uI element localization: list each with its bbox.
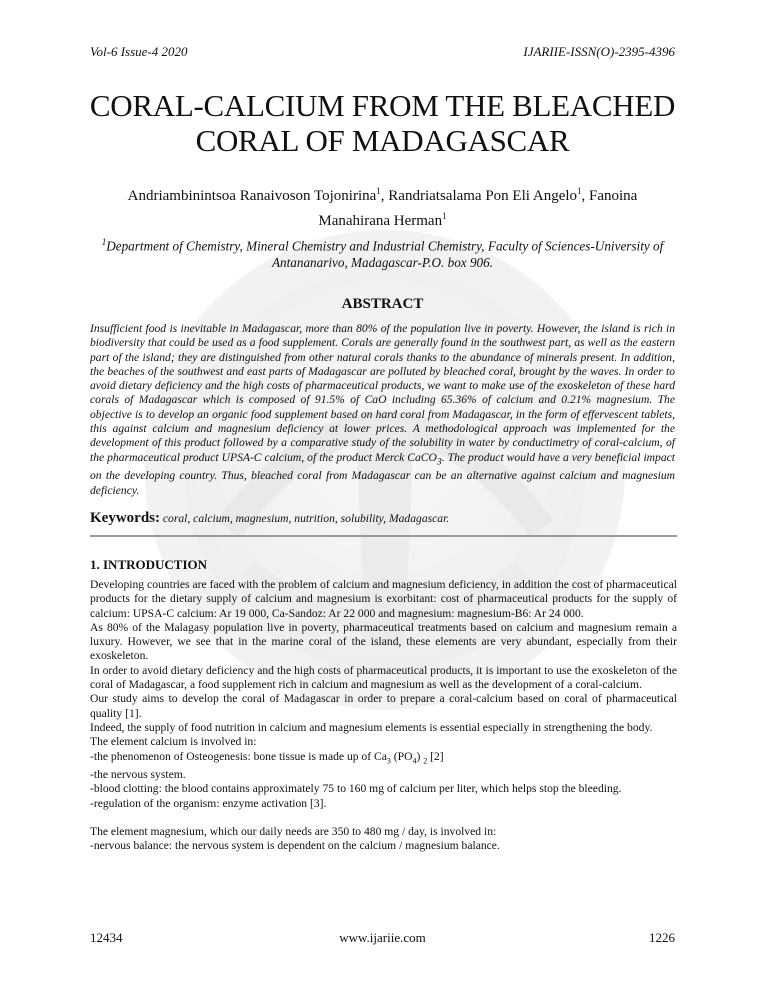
formula-subscript-3: 3 — [386, 755, 391, 765]
keywords-label: Keywords: — [90, 510, 160, 526]
author-2: , Randriatsalama Pon Eli Angelo — [380, 188, 578, 204]
author-3-affiliation-mark: 1 — [442, 211, 447, 221]
intro-paragraph-6: The element calcium is involved in: — [90, 735, 257, 749]
footer-page-number: 1226 — [649, 930, 675, 945]
magnesium-list-item-nervous: -nervous balance: the nervous system is dependent on the calcium / magnesium balance. — [90, 839, 500, 853]
paper-title — [60, 88, 705, 158]
formula-subscript-4: 4 — [412, 755, 417, 765]
abstract-heading: ABSTRACT — [341, 296, 424, 312]
introduction-body — [90, 578, 677, 854]
introduction-heading: 1. INTRODUCTION — [90, 557, 208, 572]
author-3: , Fanoina Manahirana Herman — [318, 188, 638, 229]
paragraph-gap — [90, 811, 677, 825]
affiliation — [90, 234, 675, 271]
intro-paragraph-3: In order to avoid dietary deficiency and the high costs of pharmaceutical products, it is important to use the exoskeleton of the coral of Madagascar, a food supplement rich in calcium and magnesium as well as the development of a coral-calcium. — [90, 663, 677, 692]
formula-close-paren: ) — [416, 749, 421, 763]
keywords-text: coral, calcium, magnesium, nutrition, solubility, Madagascar. — [162, 512, 450, 525]
calcium-list-item-nervous: -the nervous system. — [90, 768, 186, 782]
intro-paragraph-2: As 80% of the Malagasy population live in poverty, pharmaceutical treatments based on calcium and magnesium remain a luxury. However, we see that in the marine coral of the island, these elements are very abundant, especially from their exoskeleton. — [90, 620, 677, 663]
footer-website: www.ijariie.com — [339, 930, 426, 945]
author-1-affiliation-mark: 1 — [376, 186, 381, 196]
intro-paragraph-1: Developing countries are faced with the problem of calcium and magnesium deficiency, in addition the cost of pharmaceutical products for the dietary supply of calcium and magnesium is exorbitant: cost of pharmaceutical products for the supply of calcium: UPSA-C calcium: Ar 19 000, Ca-Sandoz: Ar 22 000 and magnesium: magnesium-B6: Ar 24 000. — [90, 578, 677, 620]
abstract-text-main: Insufficient food is inevitable in Madagascar, more than 80% of the population live in poverty. However, the island is rich in biodiversity that could be used as a food supplement. Corals are generally found in the southwest part, as well as the eastern part of the island; they are distinguished from other natural corals thanks to the abundance of minerals present. In addition, the beaches of the southwest and east parts of Madagascar are polluted by bleached coral, brought by the waves. In order to avoid dietary deficiency and the high costs of pharmaceutical products, we want to make use of the exoskeleton of these hard corals of Madagascar which is composed of 91.5% of CaO including 65.36% of calcium and 0.21% magnesium. The objective is to develop an organic food supplement based on hard coral from Madagascar, in the form of effervescent tablets, this against calcium and magnesium deficiency at lower prices. A methodological approach was implemented for the development of this product followed by a comparative study of the solubility in water by conductimetry of coral-calcium, of the pharmaceutical product UPSA-C calcium, of the product Merck CaCO — [90, 322, 675, 464]
journal-volume-header: Vol-6 Issue-4 2020 — [90, 44, 188, 59]
author-2-affiliation-mark: 1 — [577, 186, 582, 196]
calcium-list-item-clotting: -blood clotting: the blood contains approximately 75 to 160 mg of calcium per liter, which helps stop the bleeding. — [90, 782, 622, 796]
calcium-list-item-osteogenesis — [90, 750, 677, 769]
affiliation-mark: 1 — [101, 237, 107, 247]
calcium-list-item-regulation: -regulation of the organism: enzyme activation [3]. — [90, 796, 327, 810]
formula-po: (PO — [390, 749, 413, 763]
title-line-1: CORAL-CALCIUM FROM THE BLEACHED — [89, 88, 676, 123]
osteogenesis-text: -the phenomenon of Osteogenesis: bone tissue is made up of Ca — [90, 749, 387, 763]
title-line-2: CORAL OF MADAGASCAR — [195, 123, 570, 158]
author-list — [90, 181, 675, 231]
intro-paragraph-5: Indeed, the supply of food nutrition in calcium and magnesium elements is essential especially in strengthening the body. — [90, 720, 653, 734]
intro-paragraph-7: The element magnesium, which our daily needs are 350 to 480 mg / day, is involved in: — [90, 825, 497, 839]
abstract-text — [90, 322, 675, 498]
keywords — [90, 510, 675, 527]
section-divider — [90, 535, 677, 537]
footer-paper-id: 12434 — [90, 930, 123, 945]
abstract-text-end: . The product would have a very beneficial impact on the developing country. Thus, bleached coral from Madagascar can be an alternative against calcium and magnesium deficiency. — [90, 450, 676, 497]
intro-paragraph-4: Our study aims to develop the coral of Madagascar in order to prepare a coral-calcium based on coral of pharmaceutical quality [1]. — [90, 692, 677, 720]
formula-subscript-2: 2 — [423, 755, 428, 765]
author-1: Andriambinintsoa Ranaivoson Tojonirina — [127, 188, 377, 204]
osteogenesis-citation: [2] — [427, 749, 444, 763]
journal-issn-header: IJARIIE-ISSN(O)-2395-4396 — [523, 44, 675, 59]
abstract-caco3-subscript: 3 — [436, 455, 442, 467]
affiliation-text: Department of Chemistry, Mineral Chemistry and Industrial Chemistry, Faculty of Sciences-University of Antananarivo, Madagascar-P.O. box 906. — [106, 238, 664, 271]
